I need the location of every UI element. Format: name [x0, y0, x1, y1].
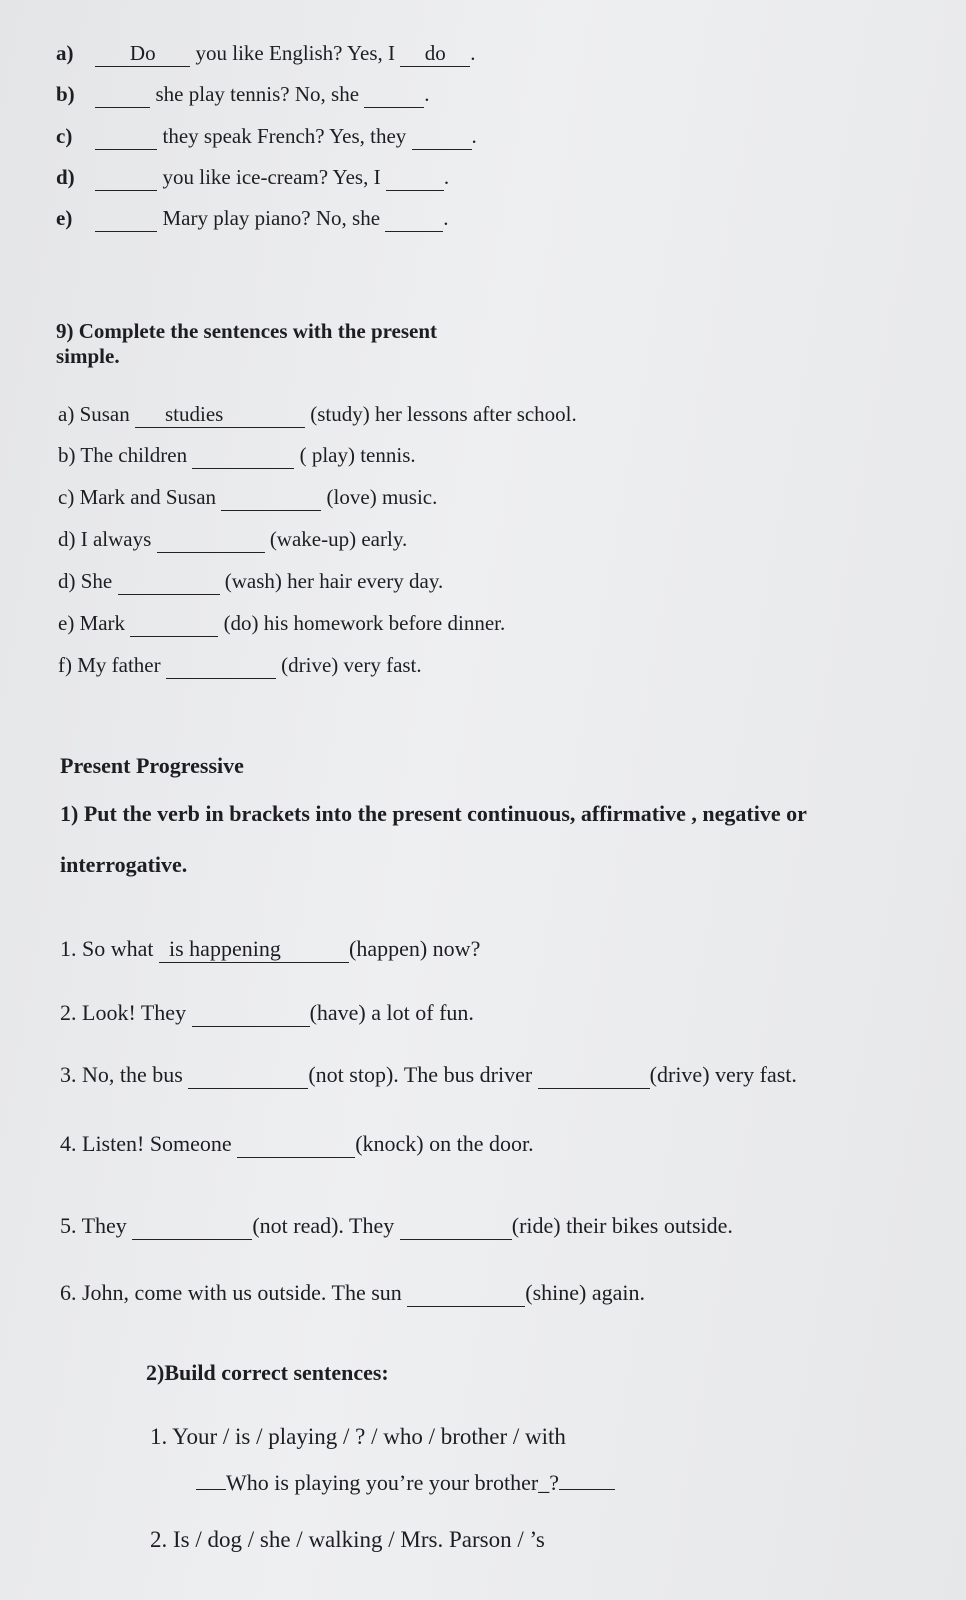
answer-text [172, 611, 176, 635]
punctuation: . [443, 165, 450, 189]
answer-blank[interactable] [95, 206, 157, 232]
answer-blank[interactable] [159, 936, 349, 963]
answer-text [190, 1213, 194, 1238]
answer-text [219, 653, 223, 677]
answer-text [241, 443, 245, 467]
sentence-start: 6. John, come with us outside. The sun [60, 1280, 402, 1305]
answer-blank[interactable] [412, 124, 472, 150]
answer-text [124, 165, 128, 189]
answer-blank[interactable] [237, 1131, 355, 1158]
answer-text [167, 569, 171, 593]
exercise-pp-4 [60, 1131, 534, 1158]
section-heading: Present Progressive [60, 753, 244, 778]
sentence-end: (ride) their bikes outside. [511, 1213, 733, 1238]
answer-text [124, 206, 128, 230]
question-text: Mary play piano? No, she [162, 206, 381, 230]
sentence-end: (wake-up) early. [269, 527, 408, 551]
exercise-pp-6 [60, 1280, 645, 1307]
build-answer-1 [196, 1470, 615, 1496]
sentence-start: c) Mark and Susan [58, 485, 217, 509]
sentence-end: (do) his homework before dinner. [223, 611, 506, 635]
answer-blank[interactable] [386, 165, 444, 191]
answer-blank[interactable] [95, 124, 157, 150]
answer-blank[interactable] [407, 1280, 525, 1307]
sentence-end: (love) music. [326, 485, 438, 509]
answer-blank[interactable] [95, 41, 190, 67]
sentence-start: 1. So what [60, 936, 154, 961]
exercise-pp-1 [60, 936, 480, 963]
punctuation: . [424, 82, 430, 106]
sentence-start: 4. Listen! Someone [60, 1131, 232, 1156]
exercise-8a [56, 41, 476, 67]
build-question-1: 1. Your / is / playing / ? / who / brother / with [150, 1424, 566, 1449]
answer-blank[interactable] [95, 82, 150, 108]
item-label: a) [56, 41, 74, 65]
sentence-end: (drive) very fast. [649, 1062, 797, 1087]
question-text: she play tennis? No, she [155, 82, 360, 106]
exercise-9f [58, 653, 422, 679]
answer-blank[interactable] [192, 1000, 310, 1027]
answer-blank[interactable] [166, 653, 276, 679]
exercise-9e [58, 611, 505, 637]
exercise-8b [56, 82, 430, 108]
exercise-9d2 [58, 569, 443, 595]
answer-text [246, 1062, 250, 1087]
sentence-end: (happen) now? [349, 936, 481, 961]
sentence-end: (wash) her hair every day. [224, 569, 444, 593]
exercise-9a [58, 402, 577, 428]
exercise-8e [56, 206, 449, 232]
answer-blank[interactable] [400, 41, 470, 67]
section-9-title: 9) Complete the sentences with the present [56, 319, 438, 343]
answer-text: studies [165, 402, 224, 426]
answer-blank[interactable] [157, 527, 265, 553]
exercise-pp-2 [60, 1000, 474, 1027]
answer-text [440, 124, 444, 148]
answer-blank[interactable] [95, 165, 157, 191]
question-text: you like ice-cream? Yes, I [162, 165, 381, 189]
item-label: b) [56, 82, 75, 106]
answer-text [209, 527, 213, 551]
exercise-8d [56, 165, 449, 191]
punctuation: . [470, 41, 476, 65]
answer-blank[interactable] [132, 1213, 252, 1240]
sentence-end: (have) a lot of fun. [309, 1000, 474, 1025]
exercise-8c [56, 124, 477, 150]
sentence-end: (knock) on the door. [355, 1131, 534, 1156]
answer-blank[interactable] [192, 443, 294, 469]
item-label: e) [56, 206, 73, 230]
answer-text [412, 206, 416, 230]
answer-text [124, 124, 128, 148]
instruction-text: 1) Put the verb in brackets into the present continuous, affirmative , negative or [60, 801, 807, 826]
answer-blank-2[interactable] [538, 1062, 650, 1089]
answer-text [269, 485, 273, 509]
sentence-start: d) She [58, 569, 113, 593]
exercise-9d [58, 527, 407, 553]
sentence-start: a) Susan [58, 402, 130, 426]
question-text: you like English? Yes, I [195, 41, 395, 65]
sentence-start: d) I always [58, 527, 152, 551]
sentence-end: (study) her lessons after school. [310, 402, 577, 426]
section-2-title: 2)Build correct sentences: [146, 1360, 389, 1385]
answer-text [392, 82, 396, 106]
answer-blank[interactable] [221, 485, 321, 511]
punctuation: . [443, 206, 449, 230]
item-label: c) [56, 124, 73, 148]
sentence-start: 3. No, the bus [60, 1062, 183, 1087]
punctuation: . [471, 124, 477, 148]
answer-text [249, 1000, 253, 1025]
sentence-start: 5. They [60, 1213, 127, 1238]
answer-text [592, 1062, 596, 1087]
item-label: d) [56, 165, 75, 189]
sentence-start: f) My father [58, 653, 161, 677]
answer-text: do [424, 41, 446, 65]
answer-blank[interactable] [385, 206, 443, 232]
answer-trail-blank [559, 1489, 615, 1490]
build-question-2: 2. Is / dog / she / walking / Mrs. Parson / ’s [150, 1527, 545, 1552]
answer-text [121, 82, 125, 106]
answer-text [294, 1131, 298, 1156]
answer-text: Do [129, 41, 156, 65]
sentence-start: e) Mark [58, 611, 126, 635]
answer-blank[interactable] [188, 1062, 308, 1089]
answer-blank[interactable] [135, 402, 305, 428]
sentence-start: 2. Look! They [60, 1000, 187, 1025]
answer-blank[interactable] [364, 82, 424, 108]
answer-text [413, 165, 417, 189]
exercise-9b [58, 443, 416, 469]
answer-blank-2[interactable] [400, 1213, 512, 1240]
sentence-end: (shine) again. [525, 1280, 646, 1305]
answer-text [464, 1280, 468, 1305]
exercise-pp-3 [60, 1062, 797, 1089]
exercise-pp-5 [60, 1213, 733, 1240]
sentence-start: b) The children [58, 443, 188, 467]
sentence-mid: (not read). They [252, 1213, 395, 1238]
sentence-end: ( play) tennis. [299, 443, 416, 467]
sentence-mid: (not stop). The bus driver [308, 1062, 533, 1087]
section-9-title-cont: simple. [56, 344, 120, 368]
sentence-end: (drive) very fast. [281, 653, 422, 677]
answer-blank[interactable] [130, 611, 218, 637]
answer-text: is happening [169, 936, 281, 961]
answer-blank[interactable] [118, 569, 220, 595]
question-text: they speak French? Yes, they [162, 124, 407, 148]
answer-lead-blank [196, 1489, 226, 1490]
exercise-9c [58, 485, 437, 511]
instruction-text-cont: interrogative. [60, 852, 188, 877]
answer-text[interactable]: Who is playing you’re your brother_? [226, 1470, 559, 1495]
answer-text [454, 1213, 458, 1238]
